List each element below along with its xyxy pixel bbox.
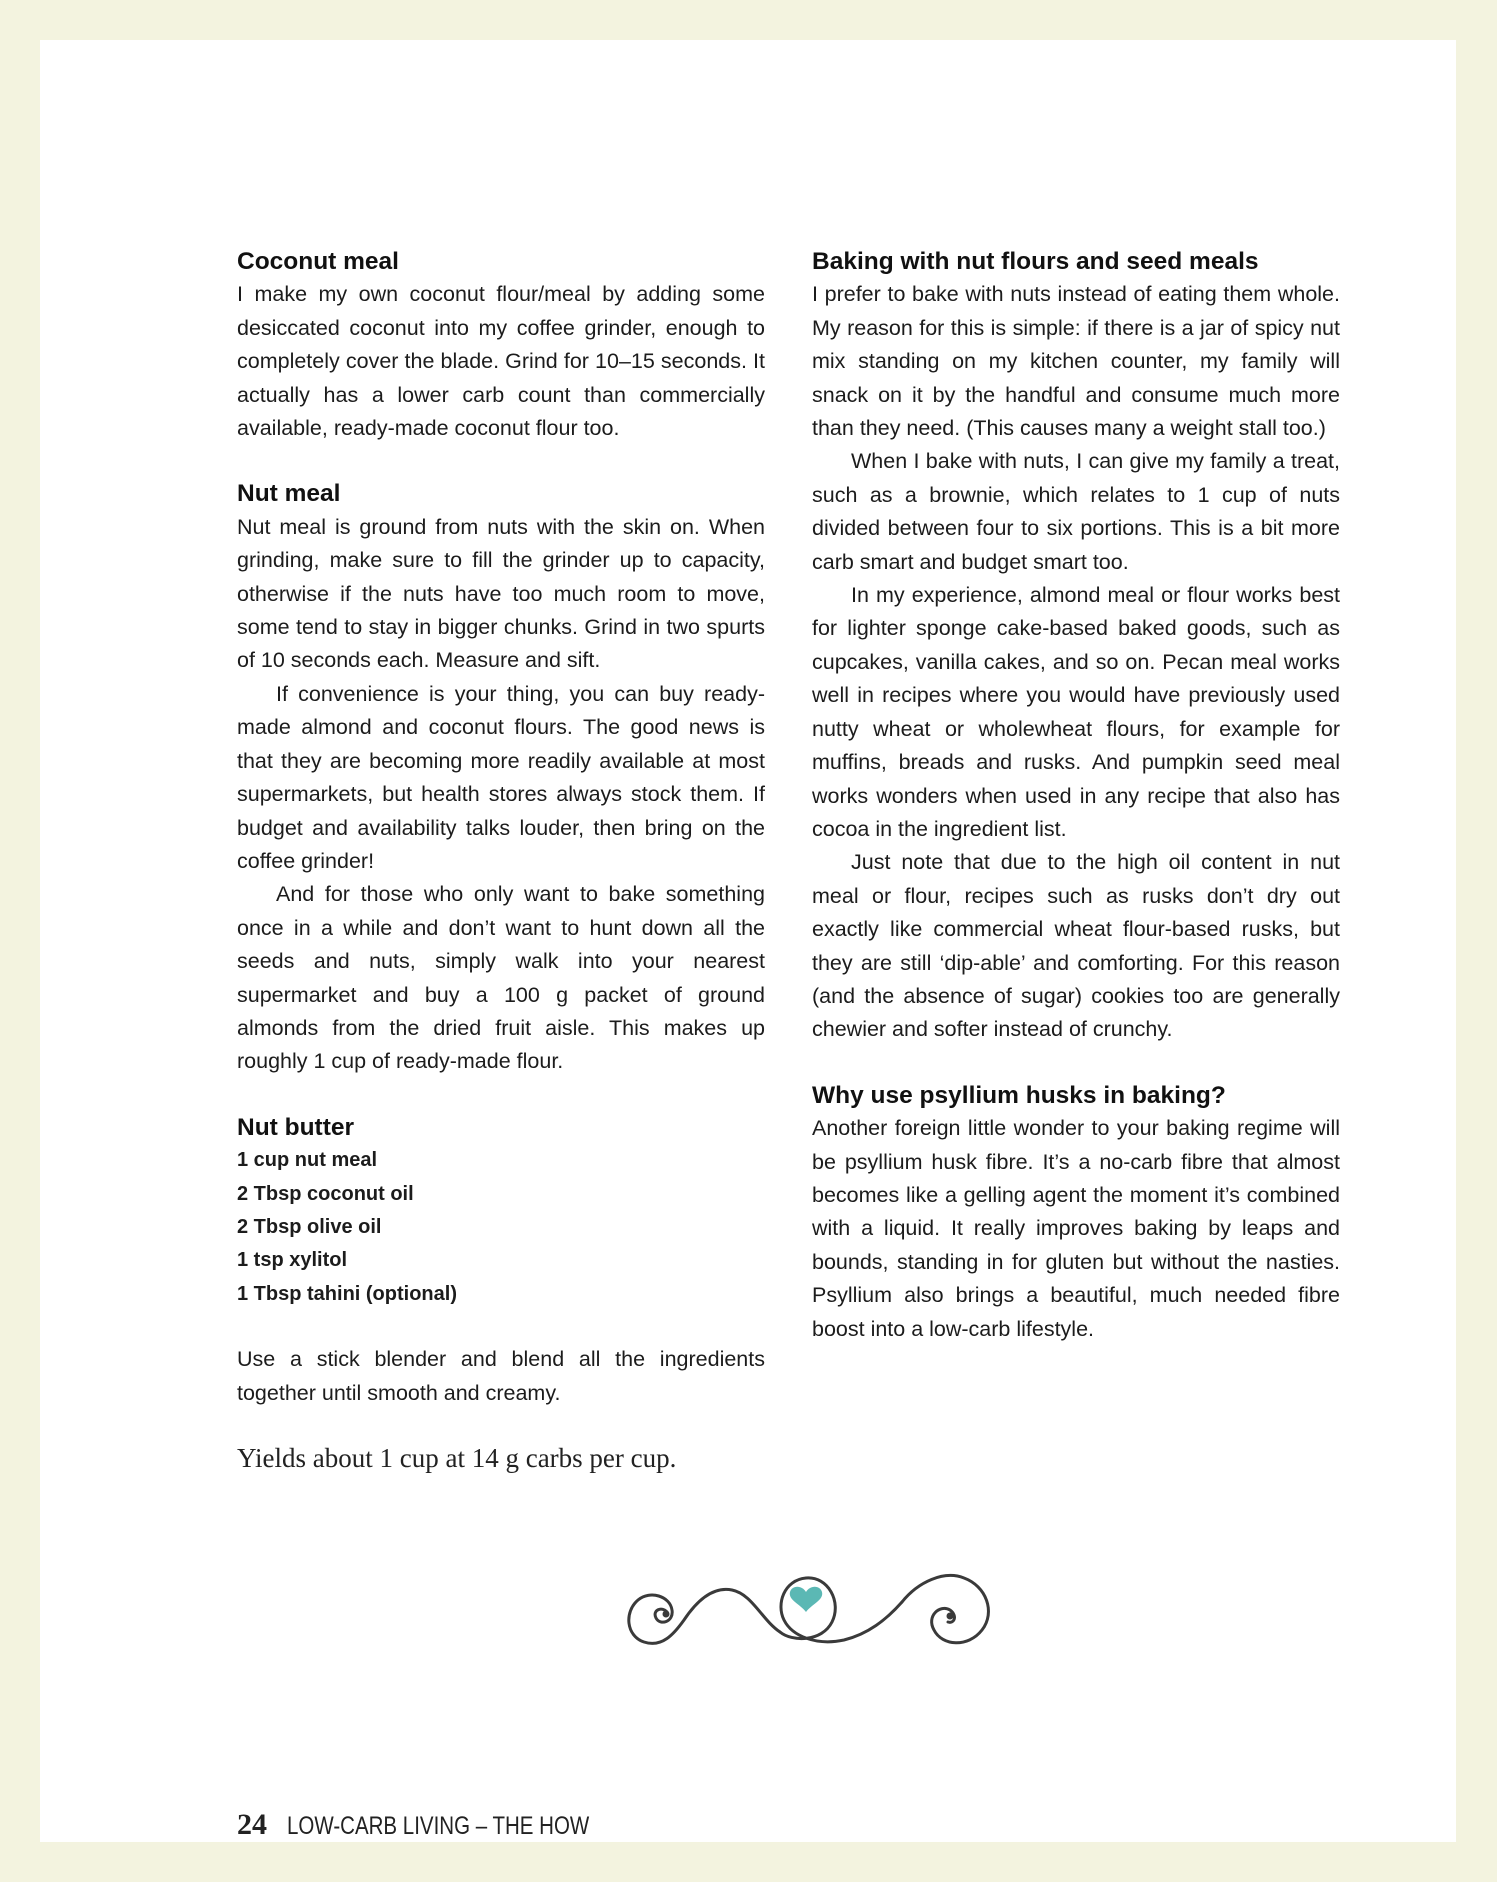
nut-butter-heading: Nut butter (237, 1113, 355, 1141)
ingredient-list (237, 1144, 765, 1311)
heart-icon (790, 1587, 822, 1612)
psyllium-heading: Why use psyllium husks in baking? (812, 1081, 1226, 1109)
baking-paragraph-4: Just note that due to the high oil content in nut meal or flour, recipes such as rusks don’t dry out exactly like commercial wheat flour-based rusks, but they are still ‘dip-able’ and comforting. For this reason (and the absence of sugar) cookies too are generally chewier and softer instead of crunchy. (812, 850, 1340, 1042)
yield-note: Yields about 1 cup at 14 g carbs per cup. (237, 1443, 677, 1473)
coconut-meal-paragraph: I make my own coconut flour/meal by adding some desiccated coconut into my coffee grinder, enough to completely cover the blade. Grind for 10–15 seconds. It actually has a lower carb count than commercially available, ready-made coconut flour too. (237, 282, 765, 441)
baking-paragraph-1: I prefer to bake with nuts instead of eating them whole. My reason for this is simple: if there is a jar of spicy nut mix standing on my kitchen counter, my family will snack on it by the handful and consume much more than they need. (This causes many a weight stall too.) (812, 282, 1340, 441)
baking-paragraph-3: In my experience, almond meal or flour works best for lighter sponge cake-based baked goods, such as cupcakes, vanilla cakes, and so on. Pecan meal works well in recipes where you would have previously used nutty wheat or wholewheat flours, for example for muffins, breads and rusks. And pumpkin seed meal works wonders when used in any recipe that also has cocoa in the ingredient list. (812, 583, 1340, 841)
nut-meal-paragraph-3: And for those who only want to bake something once in a while and don’t want to hunt down all the seeds and nuts, simply walk into your nearest supermarket and buy a 100 g packet of ground almonds from the dried fruit aisle. This makes up roughly 1 cup of ready-made flour. (237, 882, 765, 1074)
running-head: LOW-CARB LIVING – THE HOW (287, 1812, 590, 1840)
baking-paragraph-2: When I bake with nuts, I can give my family a treat, such as a brownie, which relates to 1 cup of nuts divided between four to six portions. This is a bit more carb smart and budget smart too. (812, 449, 1340, 574)
nut-butter-method: Use a stick blender and blend all the ingredients together until smooth and creamy. (237, 1347, 765, 1405)
nut-meal-heading: Nut meal (237, 480, 341, 508)
page-number: 24 (237, 1808, 267, 1841)
ingredient-item: 2 Tbsp coconut oil (237, 1182, 414, 1205)
page-footer (237, 1808, 656, 1842)
left-column (237, 245, 765, 1410)
ingredient-item: 1 tsp xylitol (237, 1249, 348, 1272)
ingredient-item: 1 Tbsp tahini (optional) (237, 1282, 457, 1305)
ingredient-item: 1 cup nut meal (237, 1149, 378, 1172)
swirl-heart-ornament-icon (612, 1550, 1012, 1656)
page (40, 40, 1456, 1842)
psyllium-paragraph: Another foreign little wonder to your baking regime will be psyllium husk fibre. It’s a no-carb fibre that almost becomes like a gelling agent the moment it’s combined with a liquid. It really improves baking by leaps and bounds, standing in for gluten but without the nasties. Psyllium also brings a beautiful, much needed fibre boost into a low-carb lifestyle. (812, 1116, 1340, 1341)
ingredient-item: 2 Tbsp olive oil (237, 1215, 382, 1238)
nut-meal-paragraph-2: If convenience is your thing, you can buy ready-made almond and coconut flours. The good news is that they are becoming more readily available at most supermarkets, but health stores always stock them. If budget and availability talks louder, then bring on the coffee grinder! (237, 681, 765, 873)
baking-heading: Baking with nut flours and seed meals (812, 248, 1259, 275)
right-column (812, 245, 1340, 1346)
nut-meal-paragraph-1: Nut meal is ground from nuts with the skin on. When grinding, make sure to fill the grinder up to capacity, otherwise if the nuts have too much room to move, some tend to stay in bigger chunks. Grind in two spurts of 10 seconds each. Measure and sift. (237, 514, 765, 673)
coconut-meal-heading: Coconut meal (237, 248, 399, 275)
